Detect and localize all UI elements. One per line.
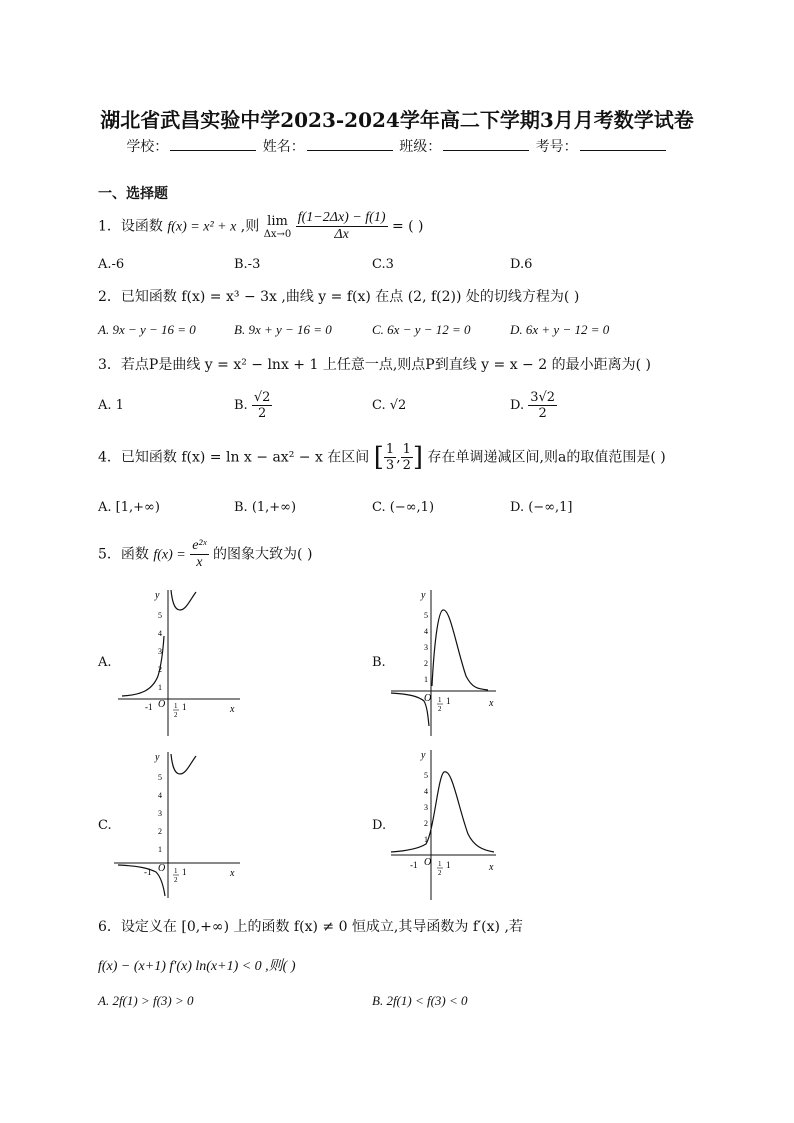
q4-option-b[interactable]: B. (1,+∞) xyxy=(234,500,297,515)
q1-numerator: f(1−2Δx) − f(1) xyxy=(297,210,386,225)
origin-label: O xyxy=(158,863,166,874)
origin-label: O xyxy=(424,857,432,868)
question-5 xyxy=(98,538,312,571)
tick-1: 1 xyxy=(446,696,451,706)
q3-option-d-num: 3√2 xyxy=(530,390,556,405)
q4-option-c[interactable]: C. (−∞,1) xyxy=(372,500,435,515)
q5-option-c[interactable]: C. xyxy=(98,818,112,833)
axis-x-label: x xyxy=(230,868,235,879)
tick-1: 1 xyxy=(446,860,451,870)
question-3: 3．若点P是曲线 y = x² − lnx + 1 上任意一点,则点P到直线 y = x − 2 的最小距离为( ) xyxy=(98,357,651,373)
tick-3: 3 xyxy=(158,647,162,656)
tick-half-n: 1 xyxy=(438,696,442,704)
q3-option-d-den: 2 xyxy=(538,406,547,421)
question-2: 2．已知函数 f(x) = x³ − 3x ,曲线 y = f(x) 在点 (2, f(2)) 处的切线方程为( ) xyxy=(98,289,580,305)
tick-2: 2 xyxy=(424,659,428,668)
tick-2: 2 xyxy=(424,819,428,828)
question-1 xyxy=(98,210,424,243)
tick-5: 5 xyxy=(424,771,428,780)
axis-y-label: y xyxy=(421,590,426,601)
q5-graph-c[interactable] xyxy=(110,748,250,900)
q1-denominator: Δx xyxy=(334,227,349,242)
school-label: 学校： xyxy=(126,139,169,155)
q5-func-left: f(x) = xyxy=(153,547,186,563)
tick-3: 3 xyxy=(424,643,428,652)
tick-half-d: 2 xyxy=(174,876,178,884)
q1-stem-b: ,则 xyxy=(240,218,260,235)
student-info-line xyxy=(0,136,794,156)
tick-4: 4 xyxy=(424,627,428,636)
q5-numerator: e²ˣ xyxy=(192,538,207,553)
q3-option-c[interactable]: C. √2 xyxy=(372,398,407,413)
axis-x-label: x xyxy=(230,704,235,715)
tick-1y: 1 xyxy=(424,835,428,844)
number-label: 考号： xyxy=(535,139,578,155)
tick-3: 3 xyxy=(424,803,428,812)
tick-half-d: 2 xyxy=(438,705,442,713)
q2-option-b[interactable]: B. 9x + y − 16 = 0 xyxy=(234,322,332,337)
axis-x-label: x xyxy=(489,698,494,709)
q5-stem-a: 5．函数 xyxy=(98,546,149,563)
q1-lim-sub: Δx→0 xyxy=(263,228,292,240)
q3-option-b-num: √2 xyxy=(253,390,271,405)
tick-half-n: 1 xyxy=(174,702,178,710)
number-blank[interactable] xyxy=(580,138,666,151)
q5-option-a[interactable]: A. xyxy=(98,655,112,670)
axis-x-label: x xyxy=(489,862,494,873)
tick-1y: 1 xyxy=(158,845,162,854)
tick-half-n: 1 xyxy=(438,860,442,868)
q3-option-d-label: D. xyxy=(510,398,525,413)
q1-stem-c: = ( ) xyxy=(391,218,424,235)
tick-1y: 1 xyxy=(158,683,162,692)
q3-option-b-label: B. xyxy=(234,398,248,413)
q1-function: f(x) = x² + x xyxy=(167,219,237,235)
q5-graph-a[interactable] xyxy=(110,586,250,738)
tick-neg1: -1 xyxy=(144,867,152,877)
school-blank[interactable] xyxy=(170,138,256,151)
tick-1: 1 xyxy=(182,867,187,877)
question-6-line1: 6．设定义在 [0,+∞) 上的函数 f(x) ≠ 0 恒成立,其导函数为 f′(x) ,若 xyxy=(98,919,523,935)
origin-label: O xyxy=(158,699,166,710)
q1-fraction xyxy=(296,210,388,243)
q1-option-a[interactable]: A.-6 xyxy=(98,257,125,272)
tick-5: 5 xyxy=(424,611,428,620)
tick-5: 5 xyxy=(158,773,162,782)
question-4: 4．已知函数 f(x) = ln x − ax² − x 在区间 [ $\frac{1}{3}$ , $\frac{1}{2}$ ] 存在单调递减区间,则a的取值范围是( ) xyxy=(98,442,666,473)
class-label: 班级： xyxy=(399,139,442,155)
q1-lim-word: lim xyxy=(267,213,288,229)
q5-denominator: x xyxy=(196,555,203,570)
q4-stem-a: 4．已知函数 f(x) = ln x − ax² − x 在区间 xyxy=(98,449,370,466)
q5-graph-d[interactable] xyxy=(386,746,501,902)
q5-graph-b[interactable] xyxy=(386,586,501,738)
name-label: 姓名： xyxy=(262,139,305,155)
q2-option-d[interactable]: D. 6x + y − 12 = 0 xyxy=(510,322,610,337)
tick-2: 2 xyxy=(158,665,162,674)
page-title: 湖北省武昌实验中学2023-2024学年高二下学期3月月考数学试卷 xyxy=(100,108,694,132)
section-heading: 一、选择题 xyxy=(98,186,168,202)
q1-option-d[interactable]: D.6 xyxy=(510,257,533,272)
class-blank[interactable] xyxy=(443,138,529,151)
q1-limit xyxy=(264,214,292,240)
q4-right-den: 2 xyxy=(402,458,411,473)
tick-half-d: 2 xyxy=(438,869,442,877)
axis-y-label: y xyxy=(421,750,426,761)
tick-half-n: 1 xyxy=(174,867,178,875)
tick-3: 3 xyxy=(158,809,162,818)
question-6-line2: f(x) − (x+1) f′(x) ln(x+1) < 0 ,则( ) xyxy=(98,959,296,974)
q3-option-d[interactable] xyxy=(510,390,557,421)
q1-option-c[interactable]: C.3 xyxy=(372,257,394,272)
origin-label: O xyxy=(424,693,432,704)
q5-option-b[interactable]: B. xyxy=(372,655,386,670)
tick-4: 4 xyxy=(424,787,428,796)
q4-left-num: 1 xyxy=(385,442,395,457)
q1-stem-a: 1．设函数 xyxy=(98,218,163,235)
tick-4: 4 xyxy=(158,629,162,638)
q6-option-a[interactable]: A. 2f(1) > f(3) > 0 xyxy=(98,993,194,1008)
name-blank[interactable] xyxy=(307,138,393,151)
tick-1y: 1 xyxy=(424,675,428,684)
q5-stem-b: 的图象大致为( ) xyxy=(213,546,313,563)
q4-right-num: 1 xyxy=(402,442,411,457)
q4-stem-b: 存在单调递减区间,则a的取值范围是( ) xyxy=(427,449,666,466)
tick-half-d: 2 xyxy=(174,711,178,719)
axis-y-label: y xyxy=(155,752,160,763)
tick-5: 5 xyxy=(158,611,162,620)
q3-option-a[interactable]: A. 1 xyxy=(98,398,124,413)
q4-option-d[interactable]: D. (−∞,1] xyxy=(510,500,573,515)
q3-option-b-den: 2 xyxy=(257,406,267,421)
q4-left-den: 3 xyxy=(385,458,395,473)
q2-option-c[interactable]: C. 6x − y − 12 = 0 xyxy=(372,322,471,337)
tick-neg1: -1 xyxy=(410,860,418,870)
tick-1: 1 xyxy=(182,702,187,712)
tick-neg1: -1 xyxy=(145,702,153,712)
q3-option-b[interactable] xyxy=(234,390,272,421)
tick-2: 2 xyxy=(158,827,162,836)
q2-option-a[interactable]: A. 9x − y − 16 = 0 xyxy=(98,322,196,337)
q5-option-d[interactable]: D. xyxy=(372,818,387,833)
q4-option-a[interactable]: A. [1,+∞) xyxy=(98,500,160,515)
tick-4: 4 xyxy=(158,791,162,800)
q6-option-b[interactable]: B. 2f(1) < f(3) < 0 xyxy=(372,993,468,1008)
axis-y-label: y xyxy=(155,590,160,601)
q1-option-b[interactable]: B.-3 xyxy=(234,257,261,272)
